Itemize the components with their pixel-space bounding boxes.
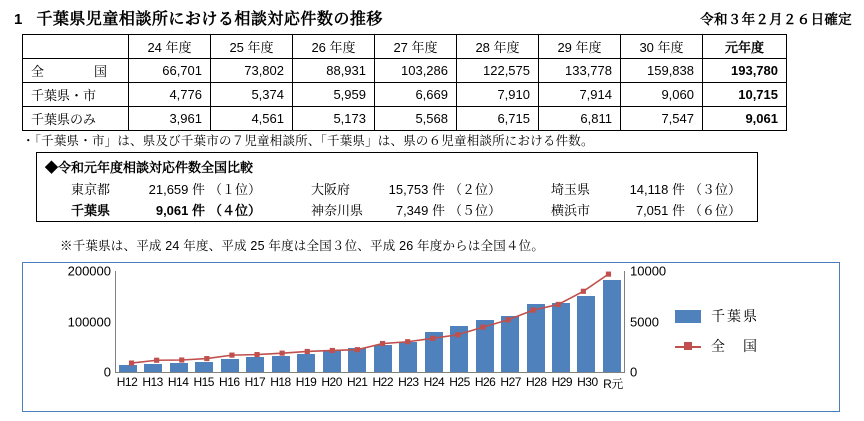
x-tick-H22: H22 <box>372 375 394 389</box>
comparison-value: 14,118 件 <box>629 182 685 197</box>
x-tick-H19: H19 <box>295 375 317 389</box>
comparison-rank: （１位） <box>209 182 262 197</box>
comparison-name: 横浜市 <box>551 203 591 218</box>
chart-legend <box>675 301 825 361</box>
col-header-h28: 28 年度 <box>457 35 539 59</box>
comparison-item-saitama <box>517 178 759 199</box>
table-header-row <box>23 35 787 59</box>
line-marker-H19 <box>305 349 310 354</box>
x-tick-H25: H25 <box>449 375 470 389</box>
x-tick-H29: H29 <box>551 375 573 389</box>
comparison-rank: （２位） <box>449 182 502 197</box>
comparison-grid <box>37 178 757 220</box>
table-row <box>23 59 787 83</box>
x-tick-H17: H17 <box>244 375 266 389</box>
comparison-name: 千葉県 <box>71 203 111 218</box>
trend-chart <box>22 262 840 412</box>
cell-chibap-h25: 4,561 <box>211 107 293 131</box>
comparison-item-tokyo <box>37 178 277 199</box>
cell-national-h24: 66,701 <box>129 59 211 83</box>
row-label-chiba-pref-city: 千葉県・市 <box>23 83 129 107</box>
header-left <box>14 6 383 29</box>
line-marker-H21 <box>355 347 360 352</box>
x-tick-H15: H15 <box>193 375 214 389</box>
line-marker-H24 <box>430 336 435 341</box>
comparison-value: 21,659 件 <box>148 182 205 197</box>
cell-chibapc-h25: 5,374 <box>211 83 293 107</box>
cell-chibapc-h26: 5,959 <box>293 83 375 107</box>
line-marker-H22 <box>380 341 385 346</box>
cell-chibap-h29: 6,811 <box>539 107 621 131</box>
comparison-value: 9,061 件 <box>155 203 205 218</box>
line-marker-H14 <box>179 357 184 362</box>
legend-item-chiba <box>675 301 825 331</box>
x-tick-H28: H28 <box>525 375 547 389</box>
comparison-value: 7,051 件 <box>635 203 685 218</box>
page-header <box>14 6 852 29</box>
line-marker-H18 <box>280 351 285 356</box>
row-label-chiba-pref-only: 千葉県のみ <box>23 107 129 131</box>
line-marker-H17 <box>254 352 259 357</box>
line-marker-H16 <box>229 353 234 358</box>
cell-chibapc-h24: 4,776 <box>129 83 211 107</box>
x-axis-tick-labels <box>115 375 625 392</box>
cell-chibap-h30: 7,547 <box>621 107 703 131</box>
x-tick-H23: H23 <box>398 375 419 389</box>
cell-national-h25: 73,802 <box>211 59 293 83</box>
x-tick-H18: H18 <box>270 375 291 389</box>
x-tick-H16: H16 <box>219 375 240 389</box>
line-marker-H13 <box>154 358 159 363</box>
x-tick-H12: H12 <box>116 375 138 389</box>
cell-chibap-reiwa1: 9,061 <box>703 107 787 131</box>
line-marker-H20 <box>330 348 335 353</box>
comparison-item-kanagawa <box>277 199 517 220</box>
line-marker-H30 <box>581 289 586 294</box>
col-header-h29: 29 年度 <box>539 35 621 59</box>
cell-national-h26: 88,931 <box>293 59 375 83</box>
comparison-value: 15,753 件 <box>388 182 445 197</box>
data-table-wrapper <box>22 34 787 131</box>
line-marker-icon <box>675 340 701 353</box>
x-tick-H20: H20 <box>321 375 342 389</box>
comparison-rank: （３位） <box>689 182 742 197</box>
line-marker-H25 <box>455 332 460 337</box>
y-axis-right-tick-0: 0 <box>630 364 638 380</box>
table-body <box>23 59 787 131</box>
cell-chibapc-reiwa1: 10,715 <box>703 83 787 107</box>
y-axis-left-tick-1: 100000 <box>67 314 111 329</box>
x-tick-H21: H21 <box>346 375 368 389</box>
table-row <box>23 83 787 107</box>
comparison-name: 東京都 <box>71 182 111 197</box>
line-marker-R元 <box>606 272 611 277</box>
line-marker-H27 <box>505 317 510 322</box>
cell-chibap-h27: 5,568 <box>375 107 457 131</box>
table-head <box>23 35 787 59</box>
line-marker-H15 <box>204 356 209 361</box>
legend-item-national <box>675 331 825 361</box>
x-tick-H24: H24 <box>423 375 445 389</box>
x-tick-H27: H27 <box>500 375 521 389</box>
col-header-h27: 27 年度 <box>375 35 457 59</box>
line-series-national <box>116 271 624 372</box>
col-header-reiwa1: 元年度 <box>703 35 787 59</box>
table-row <box>23 107 787 131</box>
col-header-h30: 30 年度 <box>621 35 703 59</box>
cell-national-h29: 133,778 <box>539 59 621 83</box>
cell-chibapc-h30: 9,060 <box>621 83 703 107</box>
header-date-note: 令和３年２月２６日確定 <box>700 12 852 27</box>
line-marker-H29 <box>556 302 561 307</box>
y-axis-left-tick-2: 200000 <box>67 263 111 279</box>
comparison-value: 7,349 件 <box>395 203 445 218</box>
legend-label-national: 全 国 <box>711 338 759 354</box>
cell-national-reiwa1: 193,780 <box>703 59 787 83</box>
y-axis-right-tick-1: 5000 <box>630 314 659 329</box>
col-header-h24: 24 年度 <box>129 35 211 59</box>
x-tick-H13: H13 <box>142 375 163 389</box>
y-axis-right-tick-2: 10000 <box>630 263 667 279</box>
footnote-ranking: ※千葉県は、平成 24 年度、平成 25 年度は全国３位、平成 26 年度からは全国４位。 <box>60 239 545 253</box>
chart-plot-area <box>67 263 667 380</box>
comparison-item-osaka <box>277 178 517 199</box>
comparison-rank: （５位） <box>449 203 502 218</box>
cell-chibapc-h28: 7,910 <box>457 83 539 107</box>
comparison-name: 埼玉県 <box>551 182 591 197</box>
comparison-name: 神奈川県 <box>311 203 364 218</box>
comparison-rank: （６位） <box>689 203 742 218</box>
bar-swatch-icon <box>675 310 701 323</box>
x-tick-H26: H26 <box>474 375 496 389</box>
y-axis-left-tick-0: 0 <box>103 364 111 380</box>
x-tick-H14: H14 <box>167 375 189 389</box>
x-tick-R元: R元 <box>603 377 623 391</box>
line-marker-H26 <box>480 325 485 330</box>
cell-chibapc-h27: 6,669 <box>375 83 457 107</box>
comparison-title: ◆令和元年度相談対応件数全国比較 <box>45 160 254 175</box>
col-header-h26: 26 年度 <box>293 35 375 59</box>
comparison-item-chiba <box>37 199 277 220</box>
line-marker-H28 <box>531 308 536 313</box>
x-tick-H30: H30 <box>577 375 598 389</box>
col-header-h25: 25 年度 <box>211 35 293 59</box>
consultation-counts-table <box>22 34 787 131</box>
comparison-item-yokohama <box>517 199 759 220</box>
comparison-rank: （４位） <box>209 203 262 218</box>
page-title: 千葉県児童相談所における相談対応件数の推移 <box>36 11 383 28</box>
cell-chibap-h28: 6,715 <box>457 107 539 131</box>
footnote-definition: ・「千葉県・市」は、県及び千葉市の７児童相談所、「千葉県」は、県の６児童相談所における件数。 <box>22 134 594 148</box>
cell-national-h27: 103,286 <box>375 59 457 83</box>
row-label-national: 全 国 <box>23 59 129 83</box>
cell-national-h28: 122,575 <box>457 59 539 83</box>
col-header-blank <box>23 35 129 59</box>
line-marker-H23 <box>405 339 410 344</box>
national-comparison-box <box>36 152 758 222</box>
cell-chibap-h24: 3,961 <box>129 107 211 131</box>
legend-label-chiba: 千葉県 <box>711 308 759 324</box>
line-marker-H12 <box>129 360 134 365</box>
cell-chibapc-h29: 7,914 <box>539 83 621 107</box>
header-number: 1 <box>14 11 23 28</box>
comparison-name: 大阪府 <box>311 182 351 197</box>
cell-chibap-h26: 5,173 <box>293 107 375 131</box>
cell-national-h30: 159,838 <box>621 59 703 83</box>
